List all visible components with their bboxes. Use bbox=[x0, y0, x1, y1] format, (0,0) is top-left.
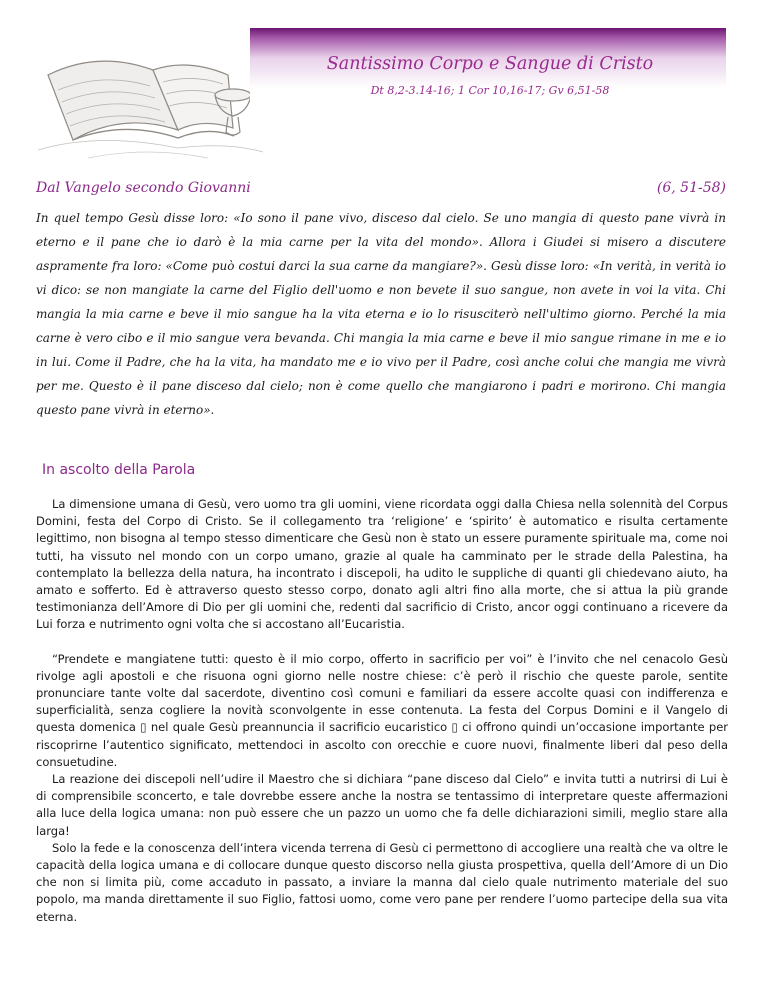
commentary-paragraph: “Prendete e mangiatene tutti: questo è il mio corpo, offerto in sacrificio per voi” è l’invito che nel cenacolo Gesù rivolge agli apostoli e che risuona ogni giorno nelle nostre chiese: c’è però il rischio che queste parole, sentite pronunciare tante volte dal sacerdote, diventino così comuni e familiari da essere accolte quasi con indifferenza e superficialità, senza cogliere la novità sconvolgente in esse contenuta. La festa del Corpus Domini e il Vangelo di questa domenica ▯ nel quale Gesù preannuncia il sacrificio eucaristico ▯ ci offrono quindi un’occasione importante per riscoprirne l’autentico significato, mettendoci in ascolto con orecchie e cuore nuovi, finalmente liberi dal peso della consuetudine. bbox=[36, 651, 728, 769]
gospel-reference: (6, 51-58) bbox=[656, 180, 726, 196]
commentary-body bbox=[36, 496, 728, 926]
commentary-paragraph: La dimensione umana di Gesù, vero uomo tra gli uomini, viene ricordata oggi dalla Chiesa nella solennità del Corpus Domini, festa del Corpo di Cristo. Se il collegamento tra ‘religione’ e ‘spirito’ è automatico e risulta certamente legittimo, non bisogna al tempo stesso dimenticare che Gesù non è stato un essere puramente spirituale ma, come noi tutti, ha vissuto nel mondo con un corpo umano, grazie al quale ha camminato per le strade della Palestina, ha contemplato la bellezza della natura, ha incontrato i discepoli, ha udito le suppliche di quanti gli chiedevano aiuto, ha amato e sofferto. Ed è attraverso questo stesso corpo, donato agli altri fino alla morte, che si attua la più grande testimonianza dell’Amore di Dio per gli uomini che, redenti dal sacrificio di Cristo, ancor oggi continuano a ricevere da Lui forza e nutrimento ogni volta che si accostano all’Eucaristia. bbox=[36, 497, 728, 632]
page-title: Santissimo Corpo e Sangue di Cristo bbox=[326, 54, 654, 74]
commentary-paragraph: La reazione dei discepoli nell’udire il Maestro che si dichiara “pane disceso dal Cielo” e invita tutti a nutrirsi di Lui è di comprensibile sconcerto, e tale dovrebbe essere anche la nostra se tentassimo di interpretare queste affermazioni alla luce della logica umana: non può essere che un pazzo un uomo che fa delle dichiarazioni simili, meglio stare alla larga! bbox=[36, 772, 728, 838]
readings-references: Dt 8,2-3.14-16; 1 Cor 10,16-17; Gv 6,51-58 bbox=[370, 84, 610, 97]
gospel-heading: Dal Vangelo secondo Giovanni bbox=[36, 180, 251, 196]
page-header bbox=[0, 0, 768, 170]
gospel-text: In quel tempo Gesù disse loro: «Io sono il pane vivo, disceso dal cielo. Se uno mangia di questo pane vivrà in eterno e il pane che io darò è la mia carne per la vita del mondo». Allora i Giudei si misero a discutere aspramente fra loro: «Come può costui darci la sua carne da mangiare?». Gesù disse loro: «In verità, in verità io vi dico: se non mangiate la carne del Figlio dell'uomo e non bevete il suo sangue, non avete in voi la vita. Chi mangia la mia carne e beve il mio sangue ha la vita eterna e io lo risusciterò nell'ultimo giorno. Perché la mia carne è vero cibo e il mio sangue vera bevanda. Chi mangia la mia carne e beve il mio sangue rimane in me e io in lui. Come il Padre, che ha la vita, ha mandato me e io vivo per il Padre, così anche colui che mangia me vivrà per me. Questo è il pane disceso dal cielo; non è come quello che mangiarono i padri e morirono. Chi mangia questo pane vivrà in eterno». bbox=[36, 211, 726, 417]
open-bible-and-chalice-illustration bbox=[28, 20, 268, 170]
commentary-title: In ascolto della Parola bbox=[42, 462, 196, 478]
commentary-paragraph: Solo la fede e la conoscenza dell’intera vicenda terrena di Gesù ci permettono di accogliere una realtà che va oltre le capacità della logica umana e di collocare dunque questo discorso nella giusta prospettiva, quella dell’Amore di un Dio che non si limita più, come accaduto in passato, a inviare la manna dal cielo quale nutrimento materiale del suo popolo, ma manda direttamente il suo Figlio, fattosi uomo, come vero pane per rendere l’uomo partecipe della sua vita eterna. bbox=[36, 840, 728, 924]
gospel-heading-row bbox=[36, 180, 726, 196]
